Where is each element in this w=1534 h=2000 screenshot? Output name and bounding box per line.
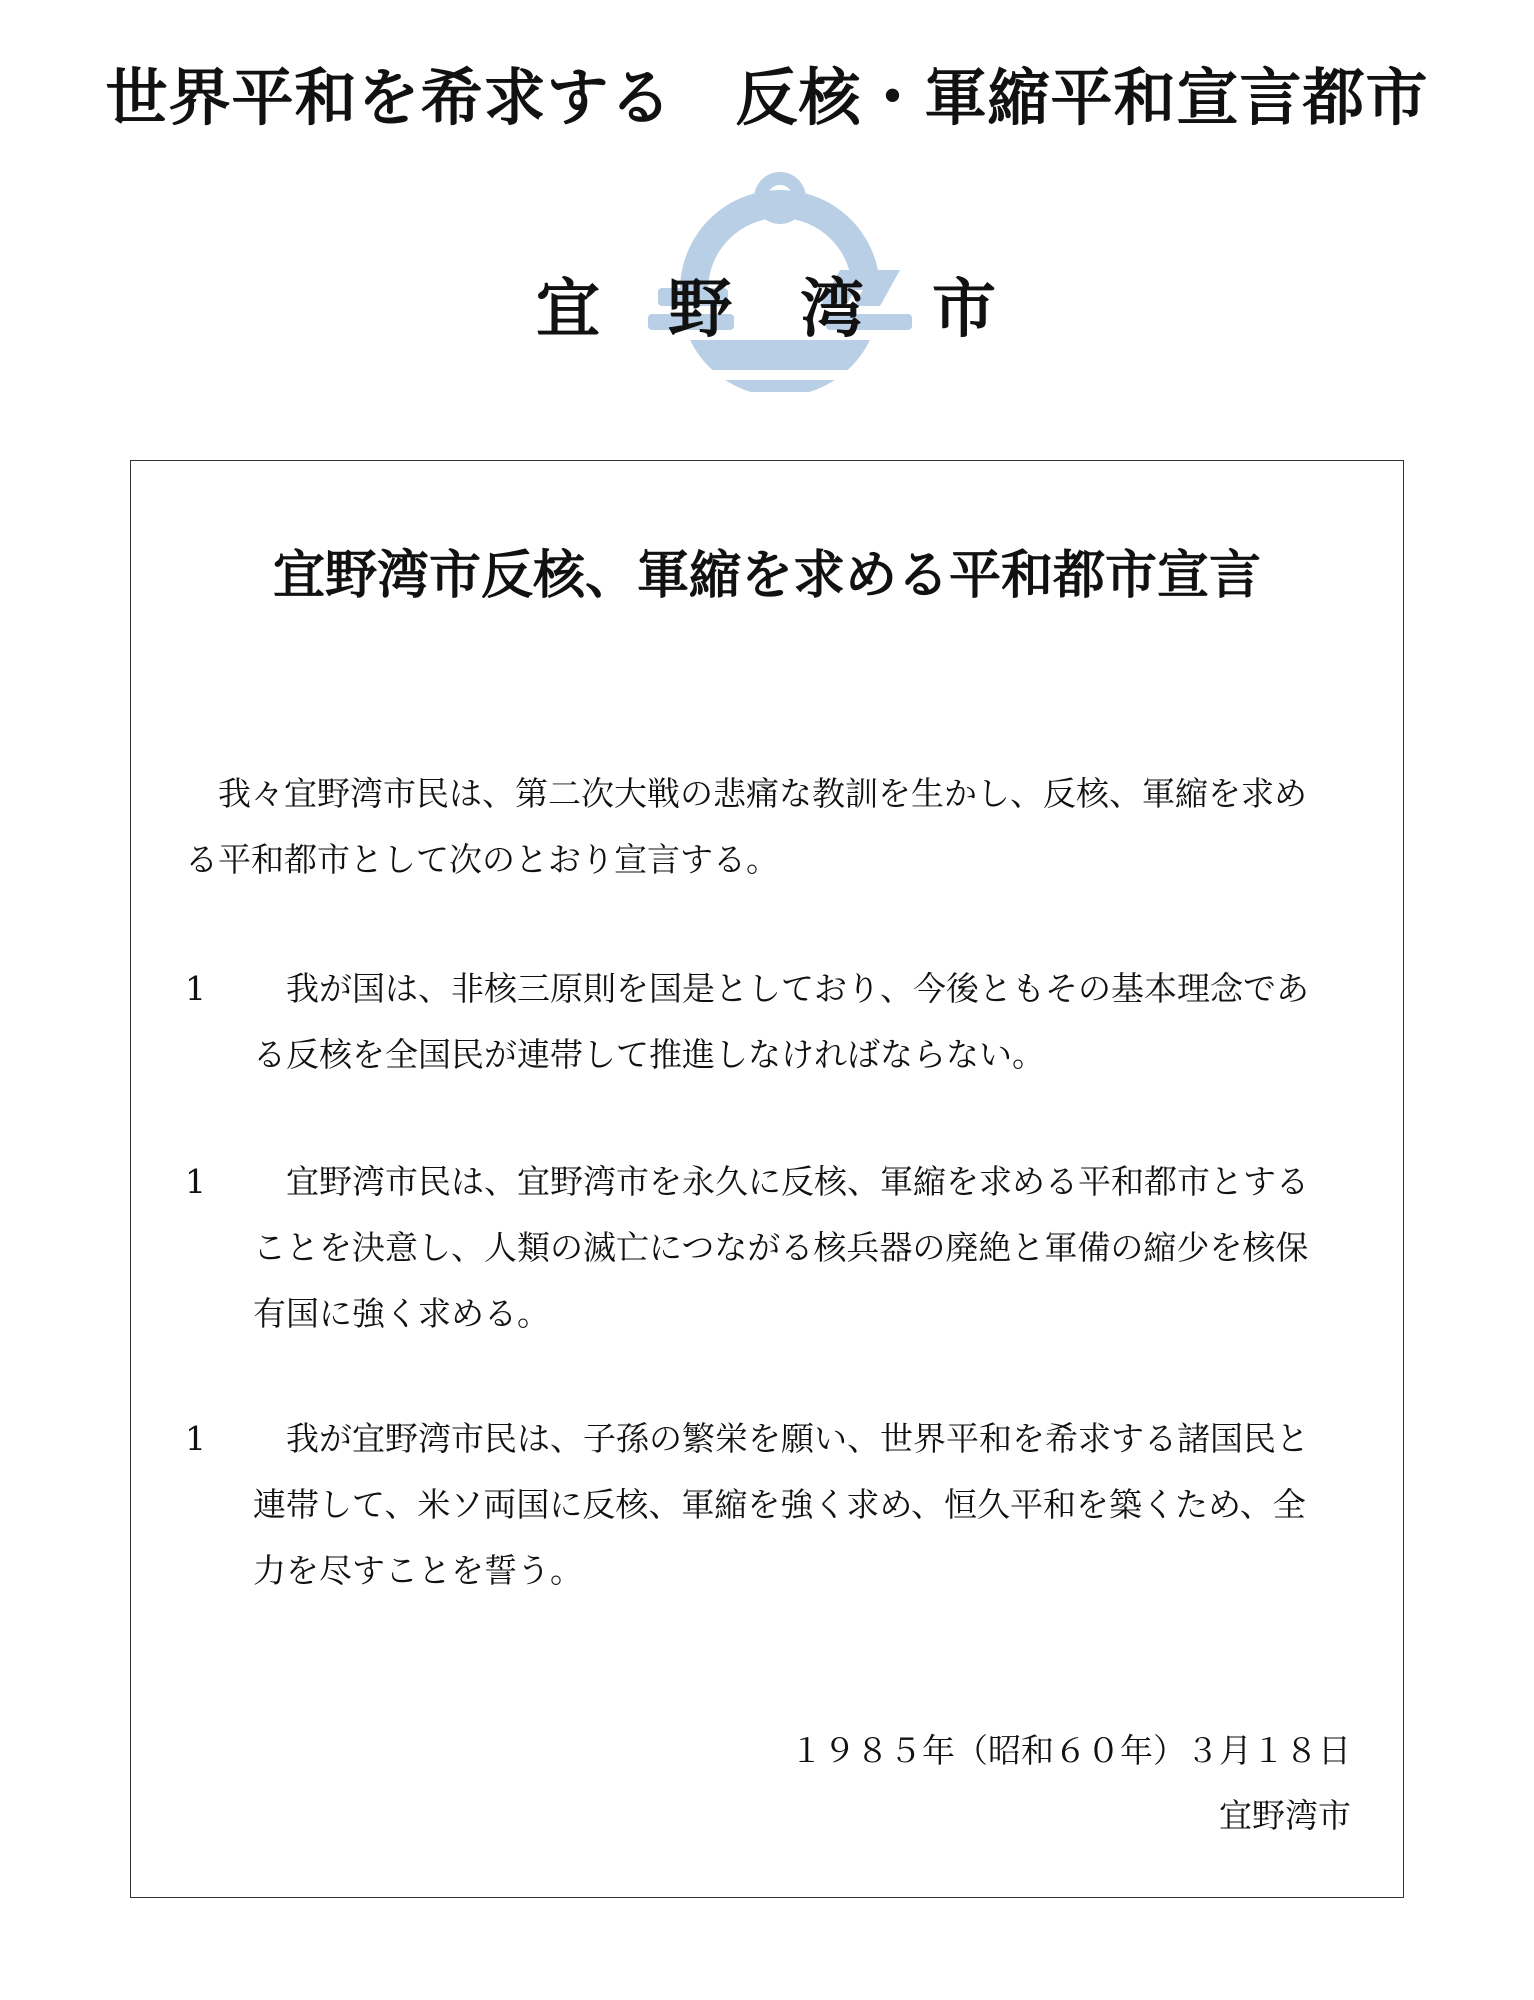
- declaration-preamble: 我々宜野湾市民は、第二次大戦の悲痛な教訓を生かし、反核、軍縮を求める平和都市として次のとおり宣言する。: [185, 774, 1307, 879]
- declaration-box: [130, 460, 1404, 1898]
- clause-text: 我が国は、非核三原則を国是としており、今後ともその基本理念である反核を全国民が連帯して推進しなければならない。: [253, 969, 1309, 1074]
- clause-text: 宜野湾市民は、宜野湾市を永久に反核、軍縮を求める平和都市とすることを決意し、人類の滅亡につながる核兵器の廃絶と軍備の縮少を核保有国に強く求める。: [253, 1162, 1309, 1333]
- city-name: 宜 野 湾 市: [536, 273, 998, 347]
- clause-number: 1: [185, 969, 206, 1008]
- clause-text: 我が宜野湾市民は、子孫の繁栄を願い、世界平和を希求する諸国民と連帯して、米ソ両国に反核、軍縮を強く求め、恒久平和を築くため、全力を尽すことを誓う。: [253, 1419, 1309, 1590]
- clause-number: 1: [185, 1419, 206, 1458]
- declaration-signer: 宜野湾市: [1219, 1796, 1351, 1835]
- header-title: 世界平和を希求する 反核・軍縮平和宣言都市: [105, 61, 1429, 134]
- declaration-date: １９８５年（昭和６０年）３月１８日: [790, 1731, 1351, 1770]
- declaration-title: 宜野湾市反核、軍縮を求める平和都市宣言: [272, 546, 1261, 606]
- clause-number: 1: [185, 1162, 206, 1201]
